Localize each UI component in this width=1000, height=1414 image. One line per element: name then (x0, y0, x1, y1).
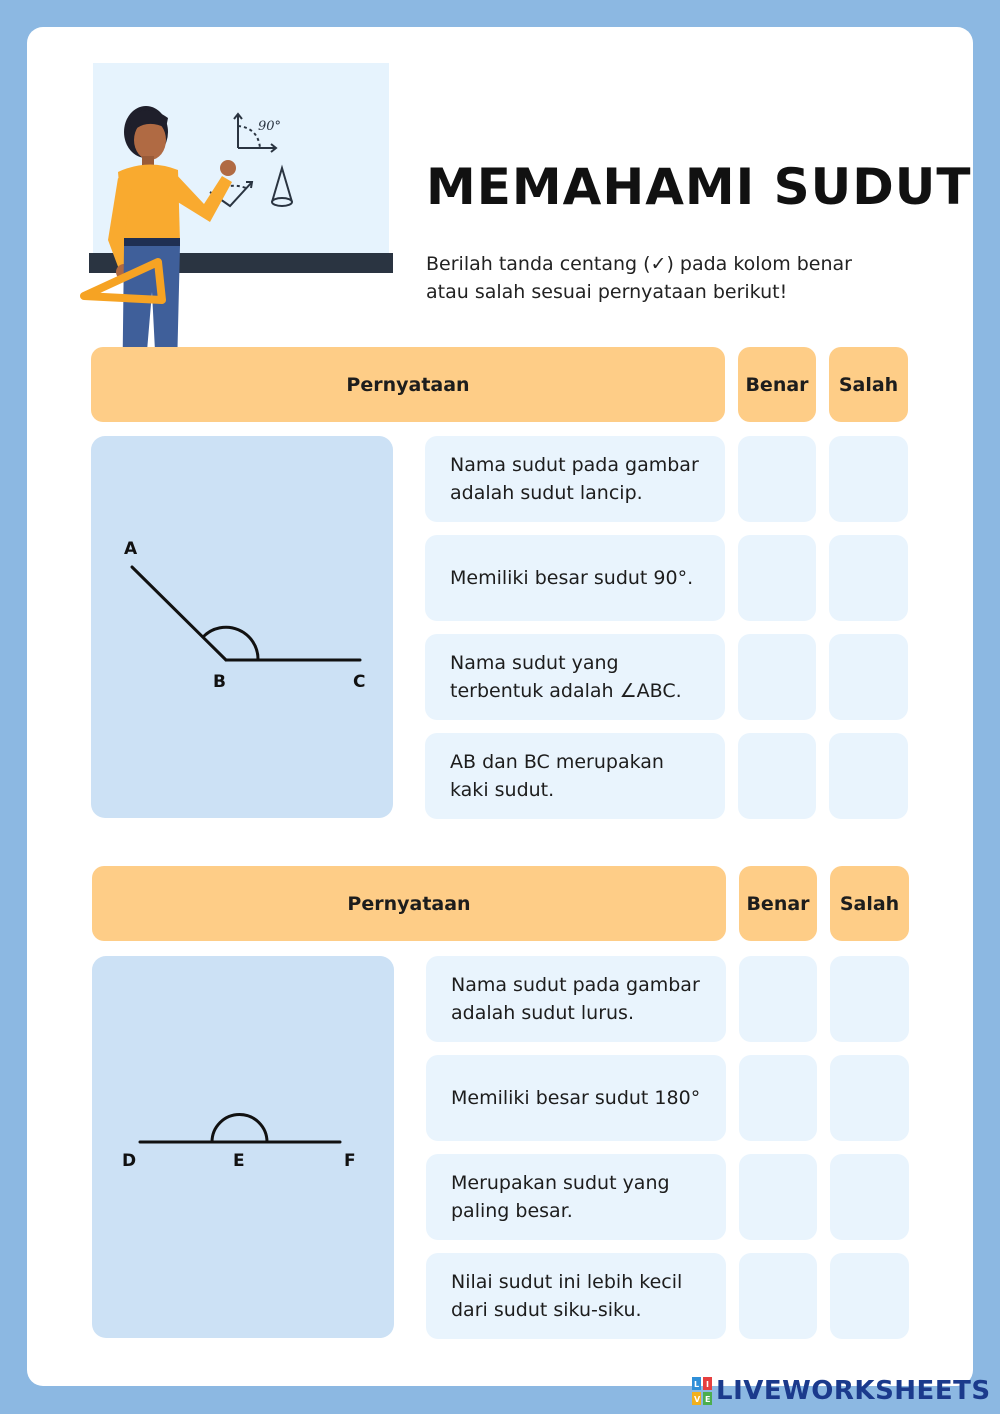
answer-true-2-1[interactable] (739, 956, 817, 1042)
answer-false-1-1[interactable] (829, 436, 908, 522)
vertex-label-e: E (233, 1151, 245, 1171)
straight-angle-figure (92, 956, 394, 1338)
header-statement-2: Pernyataan (92, 866, 726, 941)
logo-letter-e: E (705, 1395, 711, 1404)
obtuse-angle-figure (91, 436, 393, 818)
vertex-label-d: D (122, 1151, 137, 1171)
vertex-label-a: A (124, 539, 138, 559)
vertex-label-c: C (353, 672, 366, 692)
answer-false-1-2[interactable] (829, 535, 908, 621)
answer-true-2-4[interactable] (739, 1253, 817, 1339)
logo-letter-l: L (694, 1380, 700, 1389)
brand-name: LIVEWORKSHEETS (716, 1376, 991, 1406)
answer-false-1-3[interactable] (829, 634, 908, 720)
logo-letter-i: I (706, 1380, 709, 1389)
answer-false-2-1[interactable] (830, 956, 909, 1042)
page-title: MEMAHAMI SUDUT (426, 158, 972, 216)
ray-ba (132, 567, 226, 660)
header-false-2: Salah (830, 866, 909, 941)
statement-2-2: Memiliki besar sudut 180° (426, 1055, 726, 1141)
answer-true-1-3[interactable] (738, 634, 816, 720)
answer-false-2-3[interactable] (830, 1154, 909, 1240)
answer-true-2-2[interactable] (739, 1055, 817, 1141)
statement-1-1: Nama sudut pada gambar adalah sudut lancip. (425, 436, 725, 522)
liveworksheets-logo[interactable] (692, 1374, 991, 1408)
statement-1-3: Nama sudut yang terbentuk adalah ∠ABC. (425, 634, 725, 720)
statement-2-3: Merupakan sudut yang paling besar. (426, 1154, 726, 1240)
answer-true-2-3[interactable] (739, 1154, 817, 1240)
answer-false-2-4[interactable] (830, 1253, 909, 1339)
answer-false-1-4[interactable] (829, 733, 908, 819)
answer-true-1-1[interactable] (738, 436, 816, 522)
liveworksheets-logo-icon (692, 1377, 712, 1405)
answer-false-2-2[interactable] (830, 1055, 909, 1141)
answer-true-1-2[interactable] (738, 535, 816, 621)
statement-2-4: Nilai sudut ini lebih kecil dari sudut siku-siku. (426, 1253, 726, 1339)
header-false-1: Salah (829, 347, 908, 422)
instructions-text: Berilah tanda centang (✓) pada kolom benar atau salah sesuai pernyataan berikut! (426, 253, 852, 303)
header-true-2: Benar (739, 866, 817, 941)
vertex-label-b: B (213, 672, 226, 692)
statement-1-2: Memiliki besar sudut 90°. (425, 535, 725, 621)
header-true-1: Benar (738, 347, 816, 422)
board-label-text: 90° (258, 119, 282, 134)
vertex-label-f: F (344, 1151, 356, 1171)
logo-letter-v: V (694, 1395, 701, 1404)
figure-panel-obtuse-angle (91, 436, 393, 818)
header-statement-1: Pernyataan (91, 347, 725, 422)
cone-doodle (272, 168, 292, 206)
angle-arc (212, 1115, 267, 1143)
answer-true-1-4[interactable] (738, 733, 816, 819)
statement-2-1: Nama sudut pada gambar adalah sudut lurus. (426, 956, 726, 1042)
figure-panel-straight-angle (92, 956, 394, 1338)
statement-1-4: AB dan BC merupakan kaki sudut. (425, 733, 725, 819)
